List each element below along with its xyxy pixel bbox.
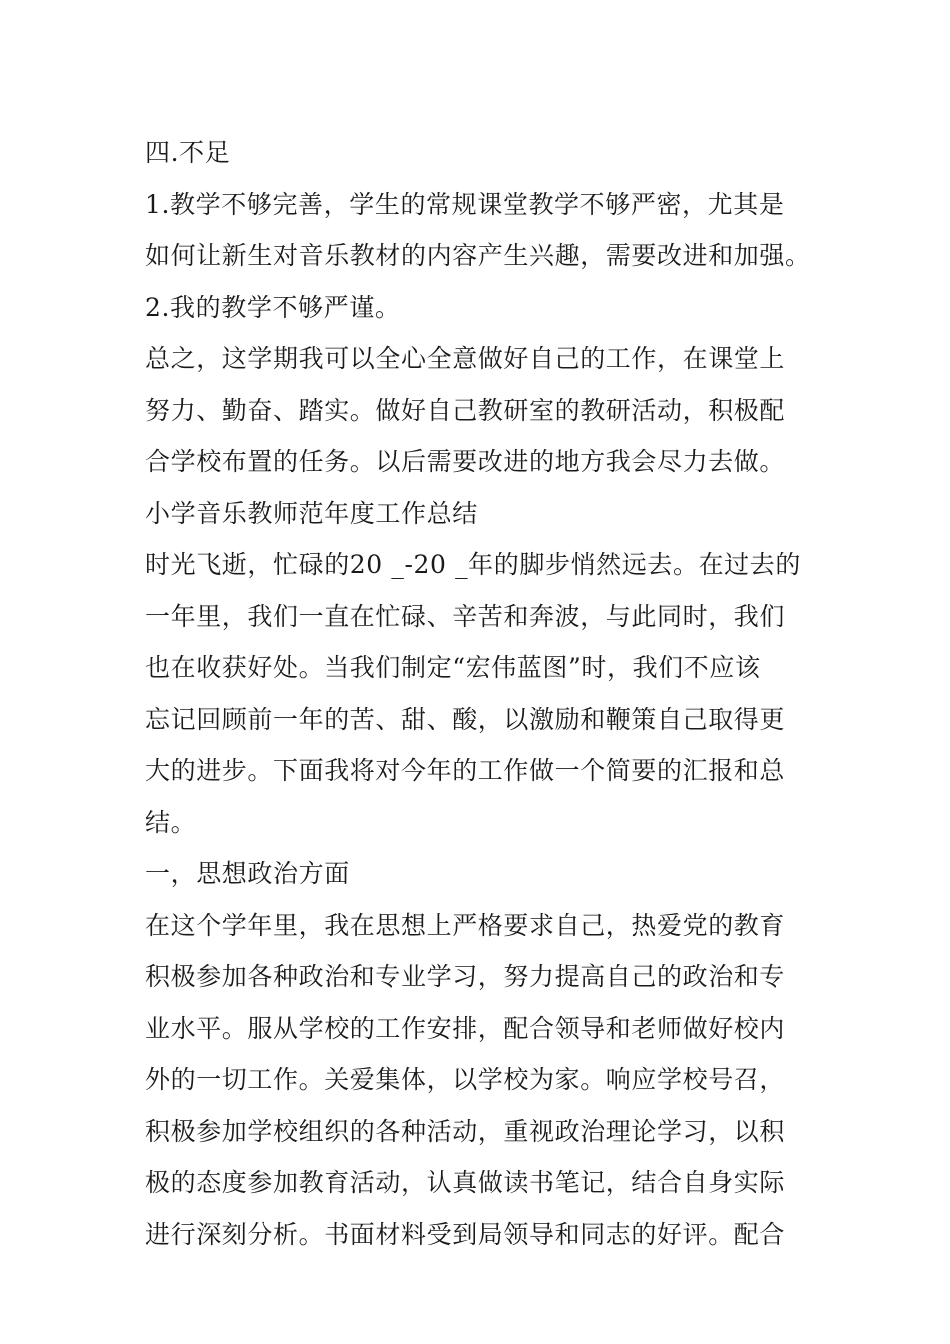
text-line: 也在收获好处。当我们制定“宏伟蓝图”时，我们不应该: [145, 653, 761, 682]
text-line: 如何让新生对音乐教材的内容产生兴趣，需要改进和加强。: [145, 241, 811, 270]
text-line: 忘记回顾前一年的苦、甜、酸，以激励和鞭策自己取得更: [145, 704, 786, 734]
text-line: 积极参加学校组织的各种活动，重视政治理论学习，以积: [145, 1116, 786, 1146]
section-heading-ideology: 一，思想政治方面: [145, 859, 350, 888]
text-line: 进行深刻分析。书面材料受到局领导和同志的好评。配合: [145, 1219, 786, 1249]
document-title: 小学音乐教师范年度工作总结: [145, 498, 478, 528]
text-line: 积极参加各种政治和专业学习，努力提高自己的政治和专: [145, 962, 786, 991]
text-line: 总之，这学期我可以全心全意做好自己的工作，在课堂上: [145, 344, 786, 373]
text-line: 大的进步。下面我将对今年的工作做一个简要的汇报和总: [145, 756, 786, 785]
section-heading-shortcomings: 四.不足: [145, 138, 231, 167]
text-line: 努力、勤奋、踏实。做好自己教研室的教研活动，积极配: [145, 395, 786, 425]
text-line: 2.我的教学不够严谨。: [145, 292, 401, 322]
text-line: 一年里，我们一直在忙碌、辛苦和奔波，与此同时，我们: [145, 601, 786, 631]
text-line: 合学校布置的任务。以后需要改进的地方我会尽力去做。: [145, 447, 786, 476]
text-line: 时光飞逝，忙碌的20 _-20 _年的脚步悄然远去。在过去的: [145, 550, 801, 579]
text-line: 1.教学不够完善，学生的常规课堂教学不够严密，尤其是: [145, 189, 785, 219]
text-line: 极的态度参加教育活动，认真做读书笔记，结合自身实际: [145, 1168, 786, 1197]
text-line: 业水平。服从学校的工作安排，配合领导和老师做好校内: [145, 1013, 786, 1043]
text-line: 外的一切工作。关爱集体，以学校为家。响应学校号召，: [145, 1065, 786, 1094]
text-line: 在这个学年里，我在思想上严格要求自己，热爱党的教育: [145, 910, 786, 940]
text-line: 结。: [145, 807, 197, 837]
document-body: [145, 127, 810, 1260]
